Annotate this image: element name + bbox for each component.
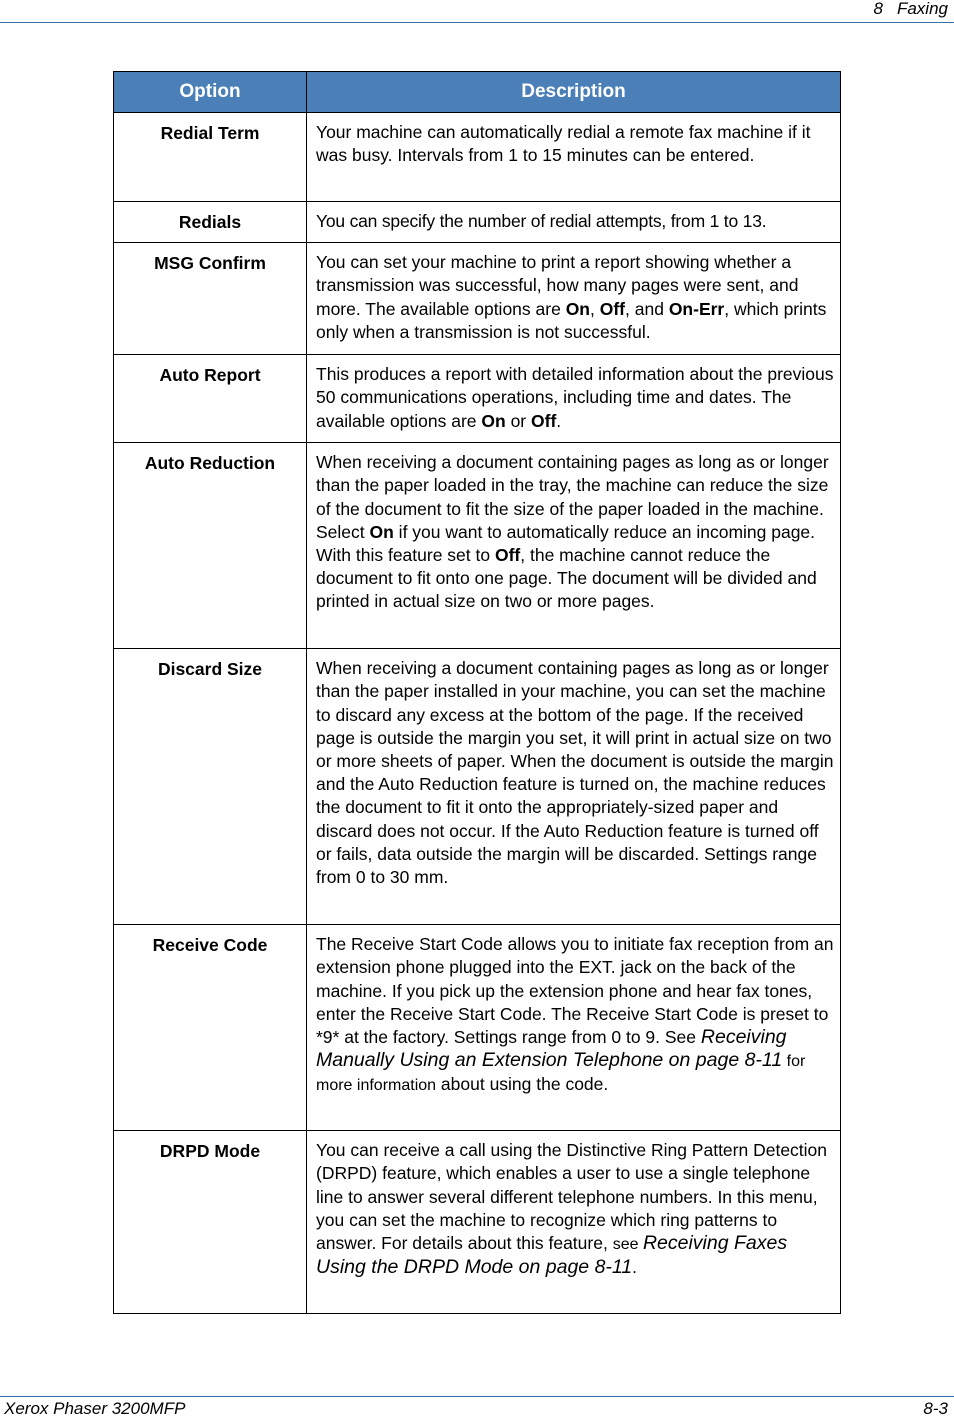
description-discard-size: When receiving a document containing pages as long as or longer than the paper installed in your machine, you can set the machine to discard any excess at the bottom of the page. If the received page is outside the margin you set, it will print in actual size on two or more sheets of paper. When the document is outside the margin and the Auto Reduction feature is turned on, the machine reduces the document to fit it onto the appropriately-sized paper and discard does not occur. If the Auto Reduction feature is turned off or fails, data outside the margin will be discarded. Settings range from 0 to 30 mm. (307, 649, 841, 925)
fax-options-table (113, 71, 841, 1314)
table-row (114, 355, 841, 443)
option-receive-code: Receive Code (114, 925, 307, 1131)
table-row (114, 443, 841, 649)
chapter-title: Faxing (896, 0, 948, 18)
table-row (114, 113, 841, 202)
option-auto-report: Auto Report (114, 355, 307, 443)
footer-rule (0, 1396, 954, 1397)
table-row (114, 925, 841, 1131)
option-column-header: Option (114, 72, 307, 113)
description-receive-code: The Receive Start Code allows you to initiate fax reception from an extension phone plugged into the EXT. jack on the back of the machine. If you pick up the extension phone and hear fax tones, enter the Receive Start Code. The Receive Start Code is preset to *9* at the factory. Settings range from 0 to 9. See Receiving Manually Using an Extension Telephone on page 8-11 for more information about using the code. (307, 925, 841, 1131)
cross-reference: Receiving Manually Using an Extension Telephone on page 8-11 (316, 1026, 787, 1072)
option-redial-term: Redial Term (114, 113, 307, 202)
option-drpd-mode: DRPD Mode (114, 1131, 307, 1314)
option-auto-reduction: Auto Reduction (114, 443, 307, 649)
footer-page-number: 8-3 (923, 1399, 948, 1418)
table-row (114, 1131, 841, 1314)
option-redials: Redials (114, 202, 307, 243)
description-drpd-mode: You can receive a call using the Distinctive Ring Pattern Detection (DRPD) feature, which enables a user to use a single telephone line to answer several different telephone numbers. In this menu, you can set the machine to recognize which ring patterns to answer. For details about this feature, see Receiving Faxes Using the DRPD Mode on page 8-11. (307, 1131, 841, 1314)
footer-product: Xerox Phaser 3200MFP (4, 1399, 186, 1418)
description-redials: You can specify the number of redial attempts, from 1 to 13. (307, 202, 841, 243)
description-column-header: Description (307, 72, 841, 113)
table-row (114, 649, 841, 925)
description-auto-reduction: When receiving a document containing pages as long as or longer than the paper loaded in the tray, the machine can reduce the size of the document to fit the size of the paper loaded in the machine. Select On if you want to automatically reduce an incoming page. With this feature set to Off, the machine cannot reduce the document to fit onto one page. The document will be divided and printed in actual size on two or more pages. (307, 443, 841, 649)
header-rule (0, 22, 954, 23)
chapter-number: 8 (873, 0, 883, 18)
table-header-row (114, 72, 841, 113)
option-msg-confirm: MSG Confirm (114, 243, 307, 355)
description-msg-confirm: You can set your machine to print a report showing whether a transmission was successful, how many pages were sent, and more. The available options are On, Off, and On-Err, which prints only when a transmission is not successful. (307, 243, 841, 355)
page-header (874, 0, 949, 18)
option-discard-size: Discard Size (114, 649, 307, 925)
description-auto-report: This produces a report with detailed information about the previous 50 communications operations, including time and dates. The available options are On or Off. (307, 355, 841, 443)
description-redial-term: Your machine can automatically redial a remote fax machine if it was busy. Intervals from 1 to 15 minutes can be entered. (307, 113, 841, 202)
table-row (114, 202, 841, 243)
cross-reference: Receiving Faxes Using the DRPD Mode on page 8-11 (316, 1232, 788, 1279)
table-row (114, 243, 841, 355)
